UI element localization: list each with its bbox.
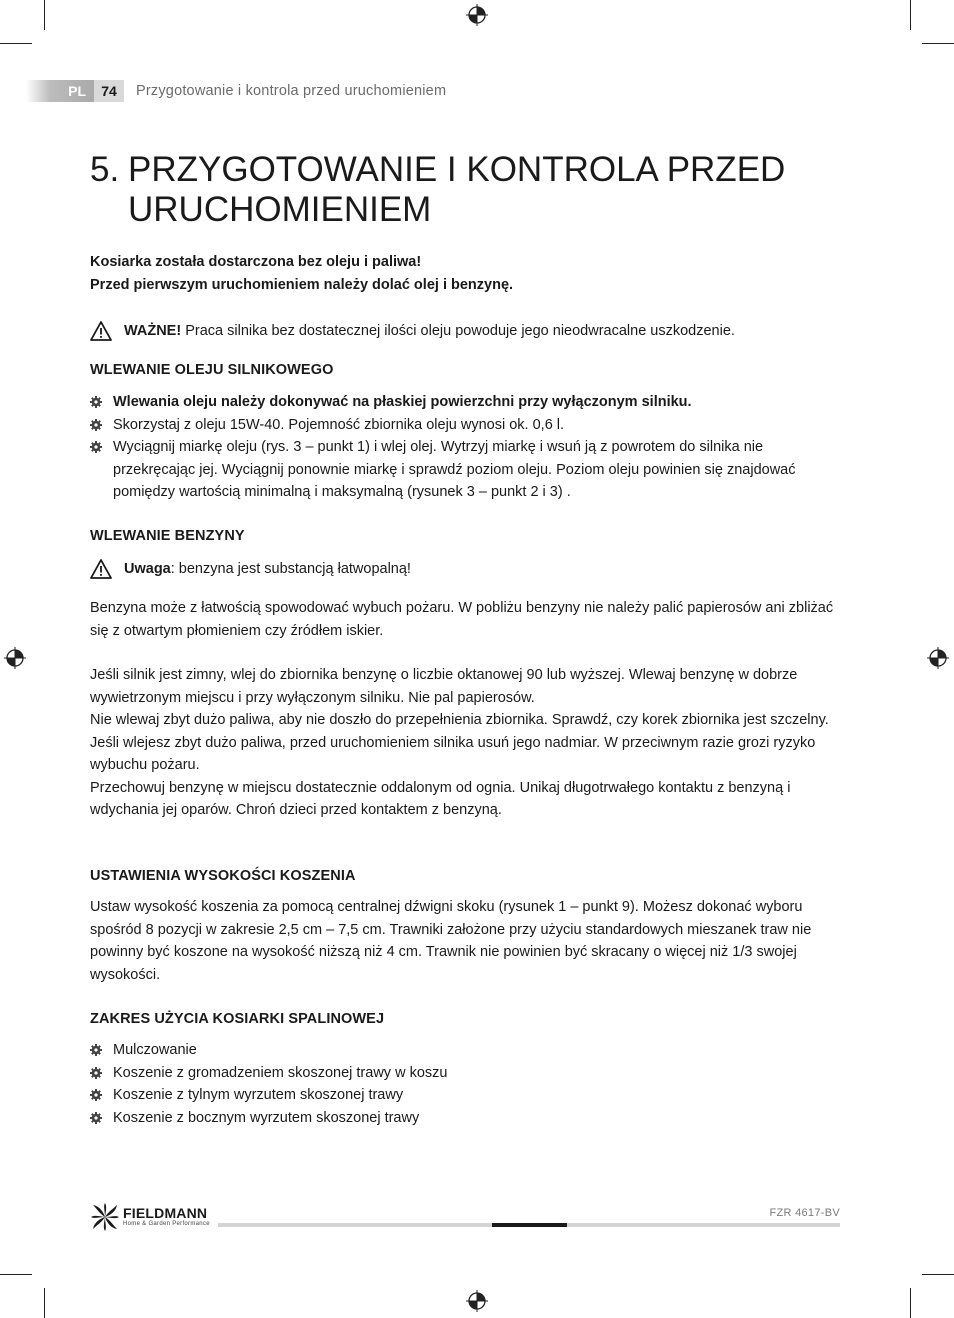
section-heading-oil: WLEWANIE OLEJU SILNIKOWEGO [90, 362, 334, 378]
footer-rule [218, 1223, 840, 1227]
warning-triangle-icon [90, 321, 112, 341]
list-item-text: Koszenie z tylnym wyrzutem skoszonej trawy [113, 1087, 404, 1103]
gear-bullet-icon [90, 441, 102, 453]
paragraph: Nie wlewaj zbyt dużo paliwa, aby nie doszło do przepełnienia zbiornika. Sprawdź, czy korek zbiornika jest szczelny. [90, 712, 829, 728]
intro-line: Przed pierwszym uruchomieniem należy dolać olej i benzynę. [90, 276, 514, 293]
gear-bullet-icon [90, 1067, 102, 1079]
gear-bullet-icon [90, 1089, 102, 1101]
caution-body: : benzyna jest substancją łatwopalną! [170, 561, 411, 577]
important-label: WAŻNE! [124, 323, 182, 339]
brand-logo [90, 1202, 215, 1230]
paragraph: Ustaw wysokość koszenia za pomocą centralnej dźwigni skoku (rysunek 1 – punkt 9). Możesz dokonać wyboru spośród 8 pozycji w zakresie 2,5 cm – 7,5 cm. Trawniki założone przy użyciu standardowych mieszanek traw nie powinny być koszone na wysokość niższą niż 4 cm. Trawnik nie powinien być skracany o więcej niż 1/3 swojej wysokości. [90, 899, 812, 983]
list-item-text: Koszenie z bocznym wyrzutem skoszonej trawy [113, 1109, 420, 1126]
language-tab: PL [26, 80, 94, 102]
list-item [90, 1039, 840, 1062]
registration-mark-icon [466, 4, 488, 26]
registration-mark-icon [4, 647, 26, 669]
gear-bullet-icon [90, 419, 102, 431]
important-body: Praca silnika bez dostatecznej ilości oleju powoduje jego nieodwracalne uszkodzenie. [181, 323, 735, 339]
paragraph: Benzyna może z łatwością spowodować wybuch pożaru. W pobliżu benzyny nie należy palić papierosów ani zbliżać się z otwartym płomieniem czy źródłem iskier. [90, 600, 834, 639]
list-item-text: Wyciągnij miarkę oleju (rys. 3 – punkt 1) i wlej olej. Wytrzyj miarkę i wsuń ją z powrotem do silnika nie przekręcając jej. Wyciągnij ponownie miarkę i sprawdź poziom oleju. Poziom oleju powinien się znajdować pomiędzy wartością minimalną i maksymalną (rysunek 3 – punkt 2 i 3) . [113, 439, 796, 500]
caution-label: Uwaga [124, 561, 171, 577]
crop-mark [922, 1274, 954, 1275]
model-number: FZR 4617-BV [769, 1207, 840, 1219]
crop-mark [44, 1288, 45, 1318]
usage-list [90, 1039, 840, 1129]
intro-line: Kosiarka została dostarczona bez oleju i paliwa! [90, 254, 422, 270]
crop-mark [0, 1274, 32, 1275]
crop-mark [922, 43, 954, 44]
list-item [90, 1107, 840, 1130]
running-header [26, 80, 446, 102]
fieldmann-fan-logo-icon [90, 1202, 120, 1232]
paragraph: Przechowuj benzynę w miejscu dostatecznie oddalonym od ognia. Unikaj długotrwałego kontaktu z benzyną i wdychania jej oparów. Chroń dzieci przed kontaktem z benzyną. [90, 779, 791, 818]
intro-notice [90, 251, 840, 296]
list-item-text: Wlewania oleju należy dokonywać na płaskiej powierzchni przy wyłączonym silniku. [113, 394, 692, 410]
page-number: 74 [94, 80, 124, 102]
fuel-paragraph [90, 664, 840, 822]
cutting-height-paragraph [90, 896, 842, 986]
crop-mark [910, 1288, 911, 1318]
warning-triangle-icon [90, 559, 112, 579]
section-heading-fuel: WLEWANIE BENZYNY [90, 528, 245, 544]
running-title: Przygotowanie i kontrola przed uruchomieniem [136, 83, 447, 99]
fuel-paragraph [90, 597, 840, 642]
brand-tagline: Home & Garden Performance [123, 1221, 210, 1227]
paragraph: Jeśli silnik jest zimny, wlej do zbiornika benzynę o liczbie oktanowej 90 lub wyższej. Wlewaj benzynę w dobrze wywietrzonym miejscu i przy wyłączonym silniku. Nie pal papierosów. [90, 667, 798, 706]
gear-bullet-icon [90, 396, 102, 408]
crop-mark [910, 0, 911, 30]
section-heading-usage: ZAKRES UŻYCIA KOSIARKI SPALINOWEJ [90, 1011, 385, 1027]
list-item-text: Mulczowanie [113, 1042, 197, 1058]
brand-name: FIELDMANN [123, 1205, 208, 1221]
list-item-text: Koszenie z gromadzeniem skoszonej trawy w koszu [113, 1064, 448, 1081]
important-text [124, 320, 735, 343]
section-heading-cutting-height: USTAWIENIA WYSOKOŚCI KOSZENIA [90, 868, 356, 884]
list-item [90, 391, 840, 414]
important-warning [90, 320, 840, 343]
list-item [90, 1062, 840, 1085]
paragraph: Jeśli wlejesz zbyt dużo paliwa, przed uruchomieniem silnika usuń jego nadmiar. W przeciwnym razie grozi ryzyko wybuchu pożaru. [90, 734, 816, 773]
chapter-title-line2: URUCHOMIENIEM [128, 190, 432, 229]
chapter-title [90, 150, 810, 230]
list-item [90, 1084, 840, 1107]
caution-text [124, 558, 411, 581]
gear-bullet-icon [90, 1044, 102, 1056]
chapter-number: 5. [90, 150, 120, 189]
list-item [90, 414, 840, 437]
list-item [90, 436, 840, 504]
crop-mark [0, 43, 32, 44]
chapter-title-line1: PRZYGOTOWANIE I KONTROLA PRZED [128, 150, 786, 189]
registration-mark-icon [466, 1290, 488, 1312]
fuel-caution [90, 558, 840, 581]
page-footer [90, 1200, 840, 1230]
list-item-text: Skorzystaj z oleju 15W-40. Pojemność zbiornika oleju wynosi ok. 0,6 l. [113, 416, 565, 433]
crop-mark [44, 0, 45, 30]
registration-mark-icon [927, 647, 949, 669]
oil-bullet-list [90, 391, 840, 504]
gear-bullet-icon [90, 1112, 102, 1124]
